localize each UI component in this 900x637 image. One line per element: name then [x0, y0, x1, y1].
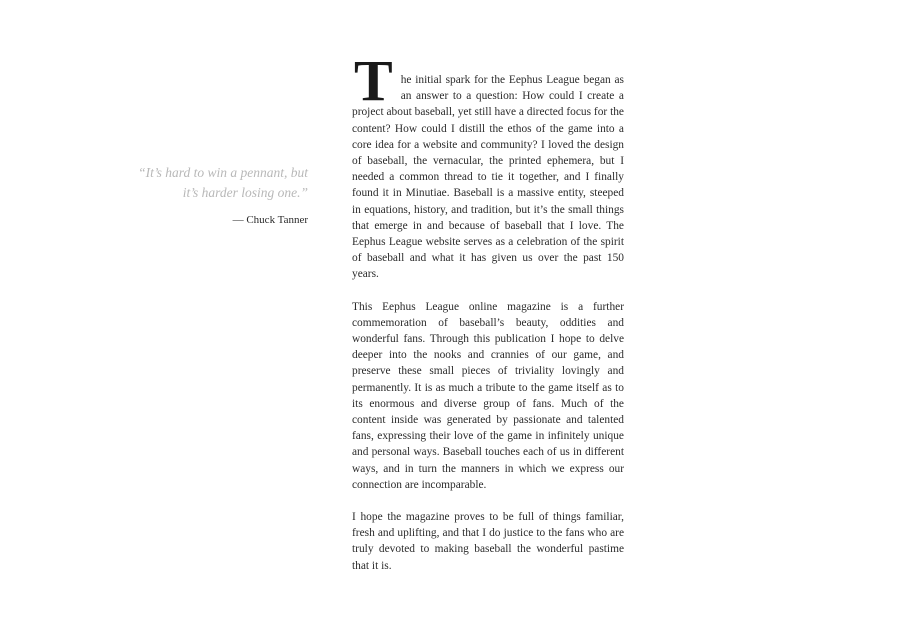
drop-cap: T: [354, 48, 393, 113]
article-paragraph-3: I hope the magazine proves to be full of things familiar, fresh and uplifting, and that I do justice to the fans who are truly devoted to making baseball the wonderful pastime that it is.: [352, 511, 624, 572]
quote-author: — Chuck Tanner: [232, 214, 308, 226]
article-body: [352, 48, 624, 590]
article-viewport[interactable]: [352, 48, 624, 572]
article-paragraph-2: This Eephus League online magazine is a further commemoration of baseball’s beauty, oddities and wonderful fans. Through this publication I hope to delve deeper into the nooks and crannies of our game, and preserve these small pieces of triviality lovingly and permanently. It is as much a tribute to the game itself as to its enormous and diverse group of fans. Much of the content inside was generated by passionate and talented fans, expressing their love of the game in infinitely unique and personal ways. Baseball touches each of us in different ways, and in turn the manners in which we express our connection are incomparable.: [352, 300, 624, 491]
pull-quote: [120, 163, 308, 227]
paragraph-text: he initial spark for the Eephus League began as an answer to a question: How could I create a project about baseball, yet still have a directed focus for the content? How could I distill the ethos of the game into a core idea for a website and community? I loved the design of baseball, the vernacular, the printed ephemera, but I needed a common thread to tie it together, and I finally found it in Minutiae. Baseball is a massive entity, steeped in equations, history, and tradition, but it’s the small things that emerge in and because of baseball that I love. The Eephus League website serves as a celebration of the spirit of baseball and what it has given us over the past 150 years.: [352, 74, 624, 281]
quote-text: “It’s hard to win a pennant, but it’s harder losing one.”: [138, 165, 308, 200]
article-paragraph-1: [352, 48, 624, 283]
